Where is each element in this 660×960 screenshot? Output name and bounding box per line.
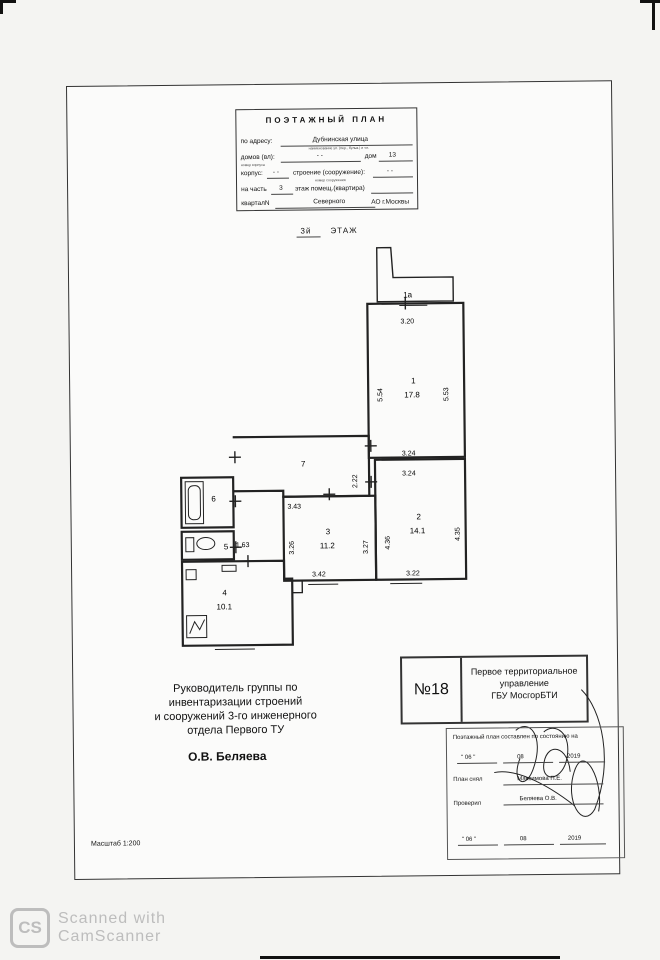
surveyed-label: План снял: [453, 776, 483, 783]
address-hint: наименование ул. (пер., бульв.) и т.п.: [308, 145, 370, 151]
camscanner-logo-icon: CS: [10, 908, 50, 948]
room-label-5: 5: [223, 542, 229, 552]
room-label-3: 3: [325, 527, 331, 537]
dim-1-63: 1.63: [235, 542, 250, 550]
dim-4-36: 4.36: [384, 535, 392, 550]
house-hint: номер корпуса: [240, 162, 265, 168]
camscanner-text: [58, 910, 166, 946]
kvartal-value: Северного: [313, 198, 346, 206]
dom-value: 13: [388, 151, 397, 159]
date1-year: 2019: [567, 753, 581, 760]
room-label-1a: 1а: [403, 290, 413, 300]
part-value: 3: [279, 184, 283, 192]
dim-3-24-upper: 3.24: [401, 450, 416, 458]
stamp-line-2: управление: [499, 677, 549, 689]
dim-3-24-lower: 3.24: [402, 470, 416, 478]
dim-3-43: 3.43: [287, 503, 302, 511]
room-label-7: 7: [300, 459, 306, 469]
page-title: ПОЭТАЖНЫЙ ПЛАН: [265, 114, 388, 125]
dim-4-35: 4.35: [454, 527, 462, 541]
date1-month: 08: [517, 754, 524, 761]
room-area-2: 14.1: [409, 526, 426, 536]
floor-label: ЭТАЖ: [330, 225, 358, 236]
scan-edge-mark: [260, 956, 560, 959]
stroenie-value: - -: [386, 167, 394, 175]
stroenie-hint: номер сооружения: [314, 178, 346, 183]
address-value: Дубнинская улица: [312, 135, 369, 144]
kvartal-suffix: АО г.Москвы: [371, 198, 410, 206]
surveyed-value: Максимова П.Е.: [517, 775, 563, 783]
room-label-6: 6: [211, 494, 216, 504]
signature-title: [129, 680, 342, 738]
checked-value: Беляева О.В.: [519, 795, 557, 803]
dim-5-54: 5.54: [377, 388, 385, 402]
signature-line-3: и сооружений 3-го инженерного: [154, 709, 317, 724]
bti-stamp: [400, 655, 589, 725]
scan-corner-mark: [652, 0, 655, 30]
address-label: по адресу:: [240, 137, 273, 146]
stamp-line-1: Первое территориальное: [470, 665, 578, 677]
signature-line-4: отдела Первого ТУ: [187, 723, 285, 737]
stroenie-label: строение (сооружение):: [292, 168, 366, 177]
date1-day: " 06 ": [461, 754, 476, 761]
scale-label: Масштаб 1:200: [90, 840, 141, 848]
dim-2-22: 2.22: [352, 474, 360, 489]
signature-line-2: инвентаризации строений: [168, 695, 303, 709]
dim-5-53: 5.53: [443, 387, 451, 402]
kvartal-label: кварталN: [241, 199, 270, 208]
part-label: на часть: [241, 185, 267, 194]
stamp-text: [462, 665, 586, 702]
room-label-4: 4: [222, 588, 227, 598]
house-value: - -: [316, 152, 323, 160]
korpus-label: корпус:: [240, 169, 263, 178]
dim-3-27: 3.27: [362, 540, 370, 554]
scan-corner-mark: [640, 0, 660, 3]
compilation-box: [446, 726, 625, 860]
signature-name: О.В. Беляева: [187, 748, 267, 764]
dim-3-42: 3.42: [312, 571, 326, 579]
stamp-line-3: ГБУ МосгорБТИ: [491, 689, 558, 701]
checked-label: Проверил: [453, 800, 482, 807]
room-label-1: 1: [411, 376, 416, 386]
dim-3-20: 3.20: [400, 318, 415, 326]
compiled-label: Поэтажный план составлен по состоянию на: [452, 733, 578, 741]
stamp-number: №18: [402, 658, 463, 723]
room-area-4: 10.1: [216, 602, 233, 612]
floor-plan-sheet: [66, 80, 620, 880]
part-suffix: этаж помещ.(квартира): [295, 184, 365, 193]
floor-number: 3й: [300, 226, 312, 236]
room-area-1: 17.8: [404, 390, 420, 400]
room-area-3: 11.2: [319, 541, 335, 551]
date2-month: 08: [519, 836, 527, 843]
signature-line-1: Руководитель группы по: [173, 681, 298, 695]
dom-label: дом: [364, 152, 377, 160]
korpus-value: - -: [272, 168, 280, 176]
scan-corner-mark: [0, 0, 3, 14]
camscanner-line-2: CamScanner: [58, 928, 162, 945]
house-label: домов (вл):: [240, 153, 275, 162]
dim-3-26: 3.26: [288, 540, 296, 555]
date2-day: " 06 ": [461, 836, 477, 843]
camscanner-line-1: Scanned with: [58, 910, 167, 927]
camscanner-watermark: [10, 908, 166, 948]
dim-3-22: 3.22: [406, 570, 420, 578]
room-label-2: 2: [416, 512, 422, 522]
date2-year: 2019: [567, 835, 582, 842]
